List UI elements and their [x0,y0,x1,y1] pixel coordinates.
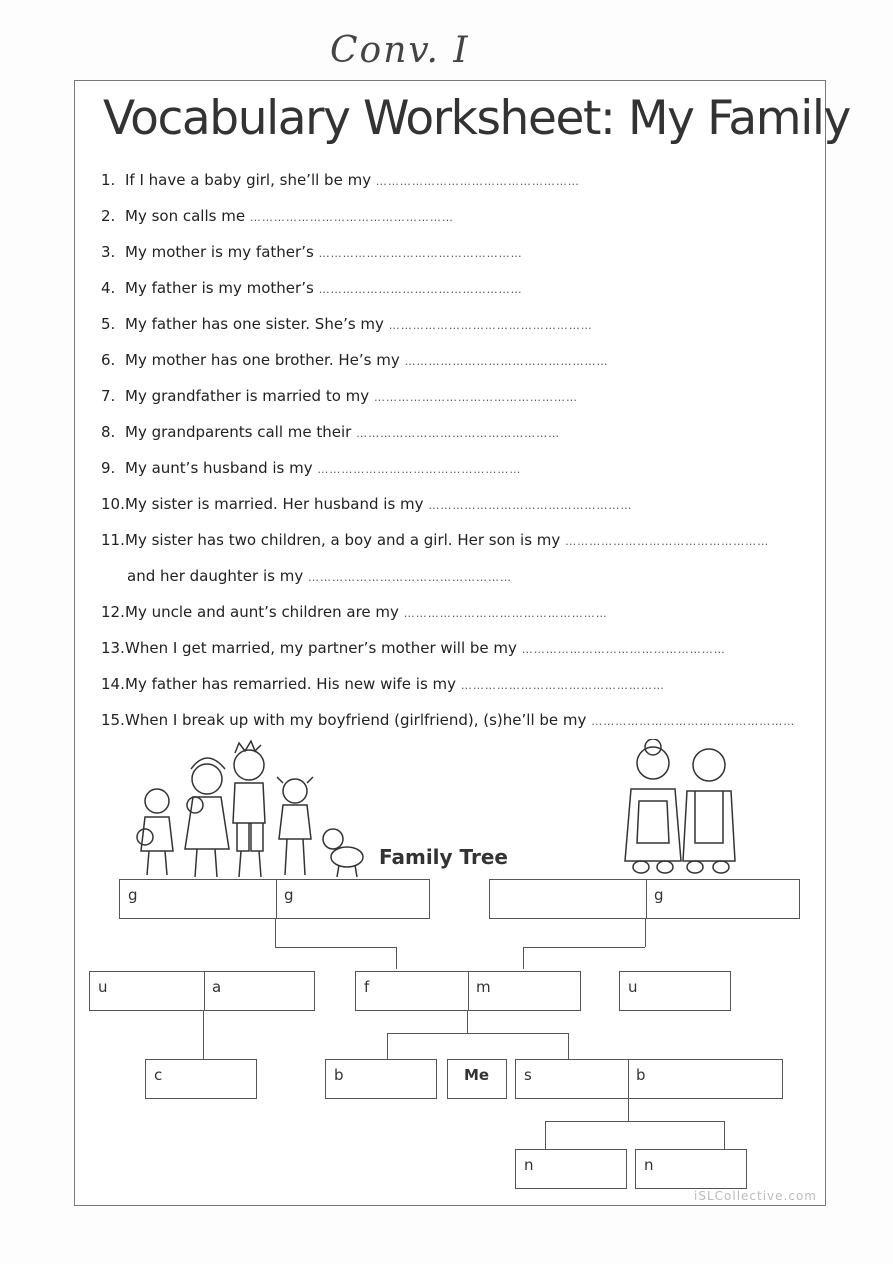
grandparent-field-right[interactable]: g [654,886,664,904]
question-text: My mother is my father’s [125,243,314,261]
grandmother-field[interactable]: g [284,886,294,904]
question-text: When I break up with my boyfriend (girlfriend), (s)he’ll be my [125,711,587,729]
question-number: 1. [101,171,116,189]
question-item [101,531,769,549]
question-item [101,243,523,261]
tree-connector [523,947,524,969]
grandparents-illustration [615,739,745,879]
question-text: My grandfather is married to my [125,387,370,405]
question-item [101,279,523,297]
answer-blank[interactable]: …………………………………………… [356,427,561,440]
answer-blank[interactable]: …………………………………………… [375,175,580,188]
tree-connector [275,947,397,948]
question-number: 10. [101,495,125,513]
uncle-aunt-box [89,971,315,1011]
tree-connector [724,1121,725,1149]
question-text: and her daughter is my [127,567,304,585]
brother-field[interactable]: b [334,1066,344,1084]
answer-blank[interactable]: …………………………………………… [521,643,726,656]
tree-connector [545,1121,546,1149]
question-number: 12. [101,603,125,621]
question-item [101,387,578,405]
question-number: 8. [101,423,116,441]
question-number: 13. [101,639,125,657]
worksheet-frame [74,80,850,1206]
question-text: My sister is married. Her husband is my [125,495,424,513]
tree-connector [396,947,397,969]
tree-connector [628,1097,629,1121]
father-field[interactable]: f [364,978,370,996]
cousin-field[interactable]: c [154,1066,163,1084]
question-number: 5. [101,315,116,333]
question-text: My father is my mother’s [125,279,314,297]
me-box [447,1059,507,1099]
question-number: 15. [101,711,125,729]
sister-field[interactable]: s [524,1066,532,1084]
tree-connector [203,1011,204,1059]
answer-blank[interactable]: …………………………………………… [317,463,522,476]
aunt-field[interactable]: a [212,978,222,996]
answer-blank[interactable]: …………………………………………… [428,499,633,512]
grandfather-field[interactable]: g [128,886,138,904]
question-number: 6. [101,351,116,369]
question-number: 3. [101,243,116,261]
question-number: 7. [101,387,116,405]
brother-in-law-field[interactable]: b [636,1066,646,1084]
question-item [101,711,795,729]
handwritten-note: Conv. I [330,30,470,71]
question-text: My father has one sister. She’s my [125,315,384,333]
question-text: My son calls me [125,207,246,225]
answer-blank[interactable]: …………………………………………… [307,571,512,584]
question-item [101,639,726,657]
niece-field[interactable]: n [644,1156,654,1174]
tree-connector [523,947,645,948]
nephew-box [515,1149,627,1189]
nephew-field[interactable]: n [524,1156,534,1174]
parents-box [355,971,581,1011]
sister-box [515,1059,783,1099]
question-text: If I have a baby girl, she’ll be my [125,171,372,189]
question-item [101,315,593,333]
question-text: My father has remarried. His new wife is my [125,675,457,693]
mother-field[interactable]: m [476,978,491,996]
question-number: 11. [101,531,125,549]
question-item [101,459,521,477]
cousin-box [145,1059,257,1099]
question-number: 14. [101,675,125,693]
tree-connector [545,1121,725,1122]
answer-blank[interactable]: …………………………………………… [373,391,578,404]
grandparents-right-box [489,879,800,919]
family-tree-title: Family Tree [379,845,508,869]
answer-blank[interactable]: …………………………………………… [318,283,523,296]
uncle-field[interactable]: u [98,978,108,996]
uncle-right-field[interactable]: u [628,978,638,996]
answer-blank[interactable]: …………………………………………… [404,355,609,368]
grandparent-field-left[interactable] [490,880,646,918]
tree-connector [467,1011,468,1033]
question-number: 4. [101,279,116,297]
question-text: When I get married, my partner’s mother will be my [125,639,517,657]
question-item [101,171,580,189]
watermark: iSLCollective.com [694,1189,817,1203]
question-text: My mother has one brother. He’s my [125,351,400,369]
question-item [101,423,560,441]
tree-connector [568,1033,569,1059]
answer-blank[interactable]: …………………………………………… [388,319,593,332]
brother-box [325,1059,437,1099]
worksheet-title: Vocabulary Worksheet: My Family [103,91,850,146]
question-item [101,495,632,513]
question-text: My aunt’s husband is my [125,459,313,477]
question-number: 9. [101,459,116,477]
uncle-right-box [619,971,731,1011]
tree-connector [387,1033,569,1034]
answer-blank[interactable]: …………………………………………… [565,535,770,548]
answer-blank[interactable]: …………………………………………… [318,247,523,260]
family-illustration [125,739,365,881]
me-label: Me [464,1066,490,1084]
answer-blank[interactable]: …………………………………………… [249,211,454,224]
question-item [101,351,609,369]
question-text: My grandparents call me their [125,423,352,441]
niece-box [635,1149,747,1189]
grandparents-left-box [119,879,430,919]
question-text: My sister has two children, a boy and a girl. Her son is my [125,531,561,549]
question-item [101,603,608,621]
tree-connector [387,1033,388,1059]
answer-blank[interactable]: …………………………………………… [591,715,796,728]
question-item [127,567,512,585]
question-number: 2. [101,207,116,225]
question-text: My uncle and aunt’s children are my [125,603,399,621]
answer-blank[interactable]: …………………………………………… [460,679,665,692]
question-item [101,207,454,225]
answer-blank[interactable]: …………………………………………… [403,607,608,620]
question-item [101,675,665,693]
